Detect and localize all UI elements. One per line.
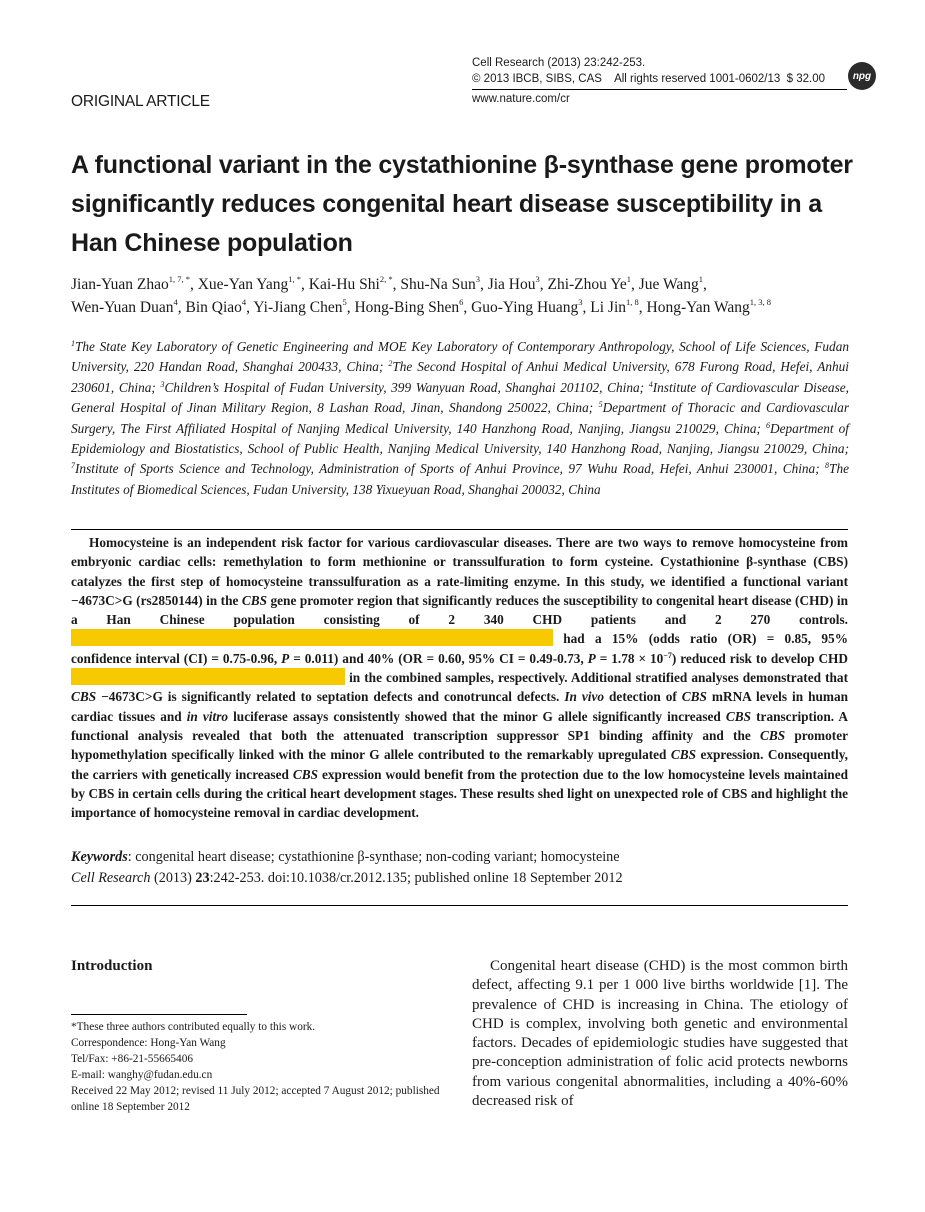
abstract: Homocysteine is an independent risk factor for various cardiovascular diseases. There are two ways to remove homocysteine from embryonic cardiac cells: remethylation to form methionine or transsulfuration to form cysteine. Cystathionine β-synthase (CBS) catalyzes the first step of homocysteine transsulfuration as a rate-limiting enzyme. In this study, we identified a functional variant −4673C>G (rs2850144) in the CBS gene promoter region that significantly reduces the susceptibility to congenital heart disease (CHD) in a Han Chinese population consisting of 2 340 CHD patients and 2 270 controls. had a 15% (odds ratio (OR) = 0.85, 95% confidence interval (CI) = 0.75-0.96, P = 0.011) and 40% (OR = 0.60, 95% CI = 0.49-0.73, $P = 1.78 \times 10^{-7}$) reduced risk to develop CHD in the combined samples, respectively. Additional stratified analyses demonstrated that CBS −4673C>G is significantly related to septation defects and conotruncal defects. In vivo detection of CBS mRNA levels in human cardiac tissues and in vitro luciferase assays consistently showed that the minor G allele significantly increased CBS transcription. A functional analysis revealed that both the attenuated transcription suppressor SP1 binding affinity and the CBS promoter hypomethylation specifically linked with the minor G allele contributed to the remarkably upregulated CBS expression. Consequently, the carriers with genetically increased CBS expression would benefit from the protection due to the low homocysteine levels maintained by CBS in certain cells during the critical heart development stages. These results shed light on unexpected role of CBS and highlight the importance of homocysteine removal in cardiac development. xyxy=(71,535,849,821)
footnote: Received 22 May 2012; revised 11 July 2012; accepted 7 August 2012; published online 18 September 2012 xyxy=(71,1085,440,1113)
article-title: A functional variant in the cystathionine β-synthase gene promoter significantly reduces congenital heart disease susceptibility in a Han Chinese population xyxy=(71,151,853,257)
author: Kai-Hu Shi$^{2, *}$ xyxy=(308,274,393,293)
author: Hong-Bing Shen$^6$ xyxy=(354,297,464,316)
author: Wen-Yuan Duan$^4$ xyxy=(71,297,178,316)
author: Jue Wang$^1$ xyxy=(638,274,704,293)
keywords: Keywords: congenital heart disease; cystathionine β-synthase; non-coding variant; homocysteine xyxy=(71,849,620,865)
footnote: E-mail: wanghy@fudan.edu.cn xyxy=(71,1069,213,1081)
author: Jian-Yuan Zhao$^{1, 7, *}$ xyxy=(71,274,190,293)
highlight-mark xyxy=(71,629,553,646)
highlight-mark xyxy=(71,668,345,685)
author-list: Jian-Yuan Zhao$^{1, 7, *}$, Xue-Yan Yang$^{1, *}$, Kai-Hu Shi$^{2, *}$, Shu-Na Sun$^3$, Jia Hou$^3$, Zhi-Zhou Ye$^1$, Jue Wang$^1$, Wen-Yuan Duan$^4$, Bin Qiao$^4$, Yi-Jiang Chen$^5$, Hong-Bing Shen$^6$, Guo-Ying Huang$^3$, Li Jin$^{1, 8}$, Hong-Yan Wang$^{1, 3, 8}$ xyxy=(71,274,772,316)
affiliations: $^1$The State Key Laboratory of Genetic Engineering and MOE Key Laboratory of Contemporary Anthropology, School of Life Sciences, Fudan University, 220 Handan Road, Shanghai 200433, China; $^2$The Second Hospital of Anhui Medical University, 678 Furong Road, Hefei, Anhui 230601, China; $^3$Children’s Hospital of Fudan University, 399 Wanyuan Road, Shanghai 201102, China; $^4$Institute of Cardiovascular Disease, General Hospital of Jinan Military Region, 8 Lashan Road, Jinan, Shandong 250022, China; $^5$Department of Thoracic and Cardiovascular Surgery, The First Affiliated Hospital of Nanjing Medical University, 140 Hanzhong Road, Nanjing, Jiangsu 210029, China; $^6$Department of Epidemiology and Biostatistics, School of Public Health, Nanjing Medical University, 140 Hanzhong Road, Nanjing, Jiangsu 210029, China; $^7$Institute of Sports Science and Technology, Administration of Sports of Anhui Province, 97 Wuhu Road, Hefei, Anhui 230001, China; $^8$The Institutes of Biomedical Sciences, Fudan University, 138 Yixueyuan Road, Shanghai 200032, China xyxy=(71,339,849,497)
author: Hong-Yan Wang$^{1, 3, 8}$ xyxy=(646,297,772,316)
journal-line: Cell Research (2013) 23:242-253. xyxy=(472,57,646,69)
article-type: ORIGINAL ARTICLE xyxy=(71,93,210,110)
author: Jia Hou$^3$ xyxy=(487,274,540,293)
author: Bin Qiao$^4$ xyxy=(185,297,247,316)
footnote: Correspondence: Hong-Yan Wang xyxy=(71,1037,226,1049)
author: Shu-Na Sun$^3$ xyxy=(400,274,480,293)
intro-paragraph: Congenital heart disease (CHD) is the most common birth defect, affecting 9.1 per 1 000 live births worldwide [1]. The prevalence of CHD is increasing in China. The etiology of CHD is complex, involving both genetic and environmental factors. Decades of epidemiologic studies have suggested that pre-conception administration of folic acid protects newborns from various congenital abnormalities, including a 40%-60% decreased risk of xyxy=(472,958,848,1110)
footnote-rule xyxy=(71,1014,247,1015)
author: Yi-Jiang Chen$^5$ xyxy=(253,297,347,316)
footnote: Tel/Fax: +86-21-55665406 xyxy=(71,1053,193,1065)
abstract-top-rule xyxy=(71,529,848,530)
author: Guo-Ying Huang$^3$ xyxy=(471,297,583,316)
author: Zhi-Zhou Ye$^1$ xyxy=(547,274,631,293)
author: Li Jin$^{1, 8}$ xyxy=(590,297,639,316)
section-heading-introduction: Introduction xyxy=(71,958,153,974)
copyright-line: © 2013 IBCB, SIBS, CAS All rights reserved 1001-0602/13 $ 32.00 xyxy=(472,73,826,85)
header-divider xyxy=(472,89,847,90)
journal-info xyxy=(472,55,825,87)
citation: Cell Research (2013) 23:242-253. doi:10.1038/cr.2012.135; published online 18 September 2012 xyxy=(71,870,623,886)
footnotes xyxy=(71,1019,451,1115)
journal-url[interactable]: www.nature.com/cr xyxy=(472,93,570,105)
author: Xue-Yan Yang$^{1, *}$ xyxy=(197,274,302,293)
npg-logo: npg xyxy=(848,62,876,90)
abstract-bottom-rule xyxy=(71,905,848,906)
footnote: *These three authors contributed equally to this work. xyxy=(71,1021,316,1033)
